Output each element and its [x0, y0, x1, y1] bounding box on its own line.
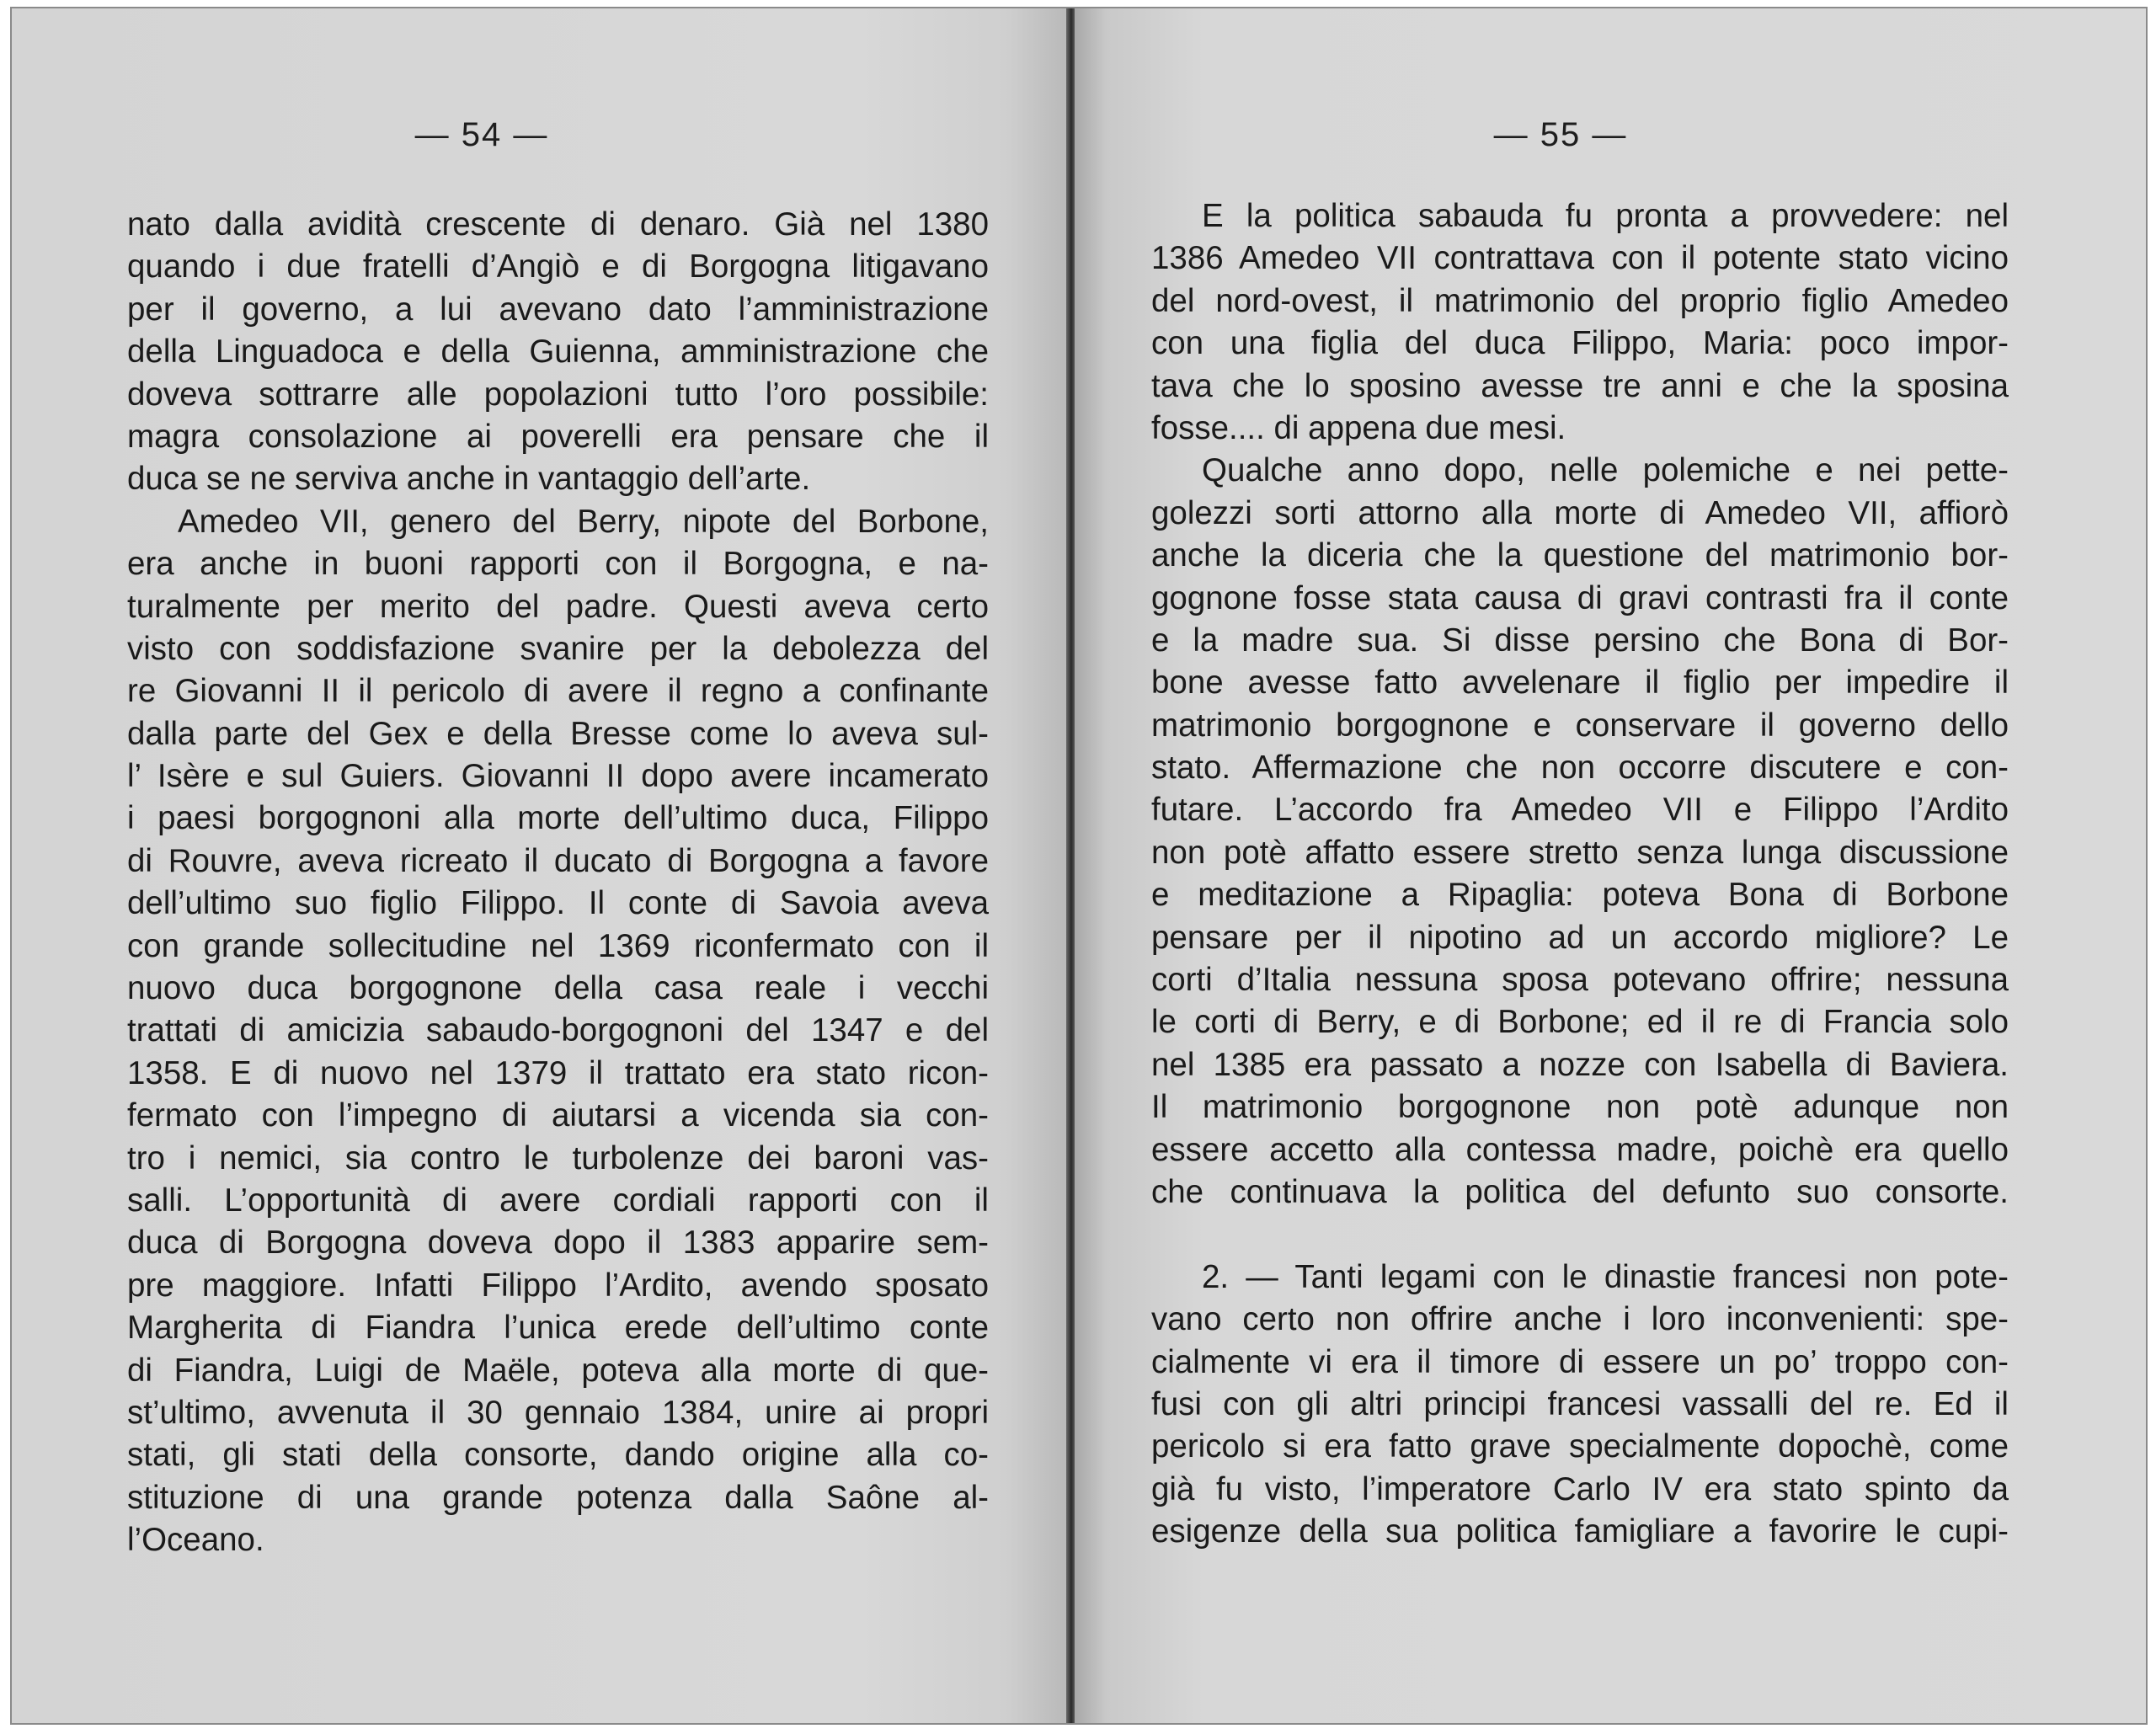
- text-line: non potè affatto essere stretto senza lunga discussione: [1151, 834, 2009, 871]
- text-line: duca di Borgogna doveva dopo il 1383 apparire sem-: [127, 1224, 989, 1262]
- text-line: 2. — Tanti legami con le dinastie francesi non pote-: [1202, 1258, 2009, 1295]
- text-line: nel 1385 era passato a nozze con Isabella di Baviera.: [1151, 1046, 2009, 1083]
- text-line: visto con soddisfazione svanire per la debolezza del: [127, 630, 989, 667]
- section-gap: [1151, 1214, 2009, 1256]
- text-line: turalmente per merito del padre. Questi aveva certo: [127, 588, 989, 625]
- text-line: Amedeo VII, genero del Berry, nipote del Borbone,: [178, 503, 989, 540]
- text-line: golezzi sorti attorno alla morte di Amedeo VII, affiorò: [1151, 494, 2009, 531]
- text-line: di Fiandra, Luigi de Maële, poteva alla morte di que-: [127, 1352, 989, 1389]
- text-line: nuovo duca borgognone della casa reale i vecchi: [127, 970, 989, 1007]
- text-line: Qualche anno dopo, nelle polemiche e nei pette-: [1202, 452, 2009, 489]
- text-line: fusi con gli altri principi francesi vassalli del re. Ed il: [1151, 1385, 2009, 1422]
- text-line: magra consolazione ai poverelli era pensare che il: [127, 418, 989, 455]
- text-line: tava che lo sposino avesse tre anni e che la sposina: [1151, 367, 2009, 404]
- text-line: dell’ultimo suo figlio Filippo. Il conte di Savoia aveva: [127, 885, 989, 922]
- text-line: Il matrimonio borgognone non potè adunque non: [1151, 1089, 2009, 1126]
- text-line: di Rouvre, aveva ricreato il ducato di Borgogna a favore: [127, 842, 989, 879]
- text-line: quando i due fratelli d’Angiò e di Borgogna litigavano: [127, 248, 989, 285]
- text-line: con grande sollecitudine nel 1369 riconfermato con il: [127, 927, 989, 964]
- text-line: esigenze della sua politica famigliare a favorire le cupi-: [1151, 1513, 2009, 1550]
- text-line: fosse.... di appena due mesi.: [1151, 409, 1566, 446]
- text-line: doveva sottrarre alle popolazioni tutto l’oro possibile:: [127, 376, 989, 413]
- text-line: per il governo, a lui avevano dato l’amministrazione: [127, 291, 989, 328]
- text-line: nato dalla avidità crescente di denaro. Già nel 1380: [127, 206, 989, 243]
- text-line: dalla parte del Gex e della Bresse come lo aveva sul-: [127, 715, 989, 752]
- text-line: anche la diceria che la questione del matrimonio bor-: [1151, 537, 2009, 574]
- text-line: fermato con l’impegno di aiutarsi a vicenda sia con-: [127, 1097, 989, 1134]
- text-line: già fu visto, l’imperatore Carlo IV era stato spinto da: [1151, 1470, 2009, 1507]
- text-line: pericolo si era fatto grave specialmente dopochè, come: [1151, 1428, 2009, 1465]
- text-line: 1386 Amedeo VII contrattava con il potente stato vicino: [1151, 240, 2009, 277]
- right-page: [1075, 8, 2148, 1723]
- text-line: le corti di Berry, e di Borbone; ed il re di Francia solo: [1151, 1004, 2009, 1041]
- text-line: che continuava la politica del defunto suo consorte.: [1151, 1173, 2009, 1210]
- text-line: Margherita di Fiandra l’unica erede dell’ultimo conte: [127, 1310, 989, 1347]
- text-line: salli. L’opportunità di avere cordiali rapporti con il: [127, 1182, 989, 1219]
- text-line: cialmente vi era il timore di essere un po’ troppo con-: [1151, 1343, 2009, 1380]
- text-line: stituzione di una grande potenza dalla Saône al-: [127, 1479, 989, 1516]
- text-line: duca se ne serviva anche in vantaggio dell’arte.: [127, 461, 811, 498]
- right-page-text: [1151, 195, 2009, 1554]
- text-line: della Linguadoca e della Guienna, amministrazione che: [127, 333, 989, 371]
- text-line: 1358. E di nuovo nel 1379 il trattato era stato ricon-: [127, 1054, 989, 1091]
- book-spread: [10, 7, 2148, 1725]
- left-page: [12, 8, 1070, 1723]
- page-number-right: — 55 —: [1493, 116, 1628, 153]
- text-line: matrimonio borgognone e conservare il governo dello: [1151, 707, 2009, 744]
- text-line: E la politica sabauda fu pronta a provvedere: nel: [1202, 198, 2009, 234]
- text-line: vano certo non offrire anche i loro inconvenienti: spe-: [1151, 1301, 2009, 1338]
- text-line: st’ultimo, avvenuta il 30 gennaio 1384, unire ai propri: [127, 1394, 989, 1431]
- text-line: pensare per il nipotino ad un accordo migliore? Le: [1151, 919, 2009, 956]
- text-line: stato. Affermazione che non occorre discutere e con-: [1151, 750, 2009, 787]
- text-line: con una figlia del duca Filippo, Maria: poco impor-: [1151, 325, 2009, 362]
- text-line: era anche in buoni rapporti con il Borgogna, e na-: [127, 546, 989, 583]
- text-line: tro i nemici, sia contro le turbolenze dei baroni vas-: [127, 1139, 989, 1176]
- text-line: del nord-ovest, il matrimonio del proprio figlio Amedeo: [1151, 282, 2009, 319]
- text-line: corti d’Italia nessuna sposa potevano offrire; nessuna: [1151, 962, 2009, 999]
- text-line: l’Oceano.: [127, 1522, 264, 1559]
- text-line: i paesi borgognoni alla morte dell’ultimo duca, Filippo: [127, 800, 989, 837]
- text-line: essere accetto alla contessa madre, poichè era quello: [1151, 1131, 2009, 1168]
- text-line: gognone fosse stata causa di gravi contrasti fra il conte: [1151, 579, 2009, 616]
- text-line: futare. L’accordo fra Amedeo VII e Filippo l’Ardito: [1151, 792, 2009, 829]
- text-line: stati, gli stati della consorte, dando origine alla co-: [127, 1437, 989, 1474]
- page-number-left: — 54 —: [414, 116, 549, 153]
- text-line: e meditazione a Ripaglia: poteva Bona di Borbone: [1151, 877, 2009, 914]
- text-line: bone avesse fatto avvelenare il figlio per impedire il: [1151, 664, 2009, 702]
- left-page-text: [127, 204, 989, 1562]
- text-line: e la madre sua. Si disse persino che Bona di Bor-: [1151, 622, 2009, 659]
- text-line: trattati di amicizia sabaudo-borgognoni del 1347 e del: [127, 1012, 989, 1049]
- text-line: re Giovanni II il pericolo di avere il regno a confinante: [127, 673, 989, 710]
- text-line: l’ Isère e sul Guiers. Giovanni II dopo avere incamerato: [127, 758, 989, 795]
- text-line: pre maggiore. Infatti Filippo l’Ardito, avendo sposato: [127, 1267, 989, 1304]
